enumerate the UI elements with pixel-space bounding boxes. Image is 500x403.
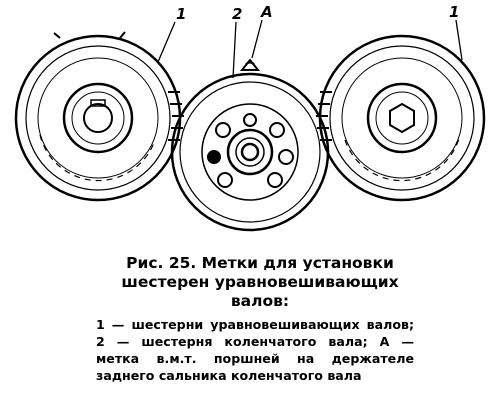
caption-legend: 1 — шестерни уравновешивающих валов; 2 — шестерня коленчатого вала; А — метка в.м.т. поршней на держателе заднего сальника коленчатого вала (96, 317, 414, 383)
leader-lines (158, 20, 462, 78)
right-balancer-gear (316, 36, 484, 200)
label-2: 2 (232, 5, 243, 23)
caption-title: Рис. 25. Метки для установки шестерен уравновешивающих валов: (121, 254, 399, 310)
left-balancer-gear (16, 32, 184, 200)
label-1-left: 1 (176, 5, 187, 23)
crankshaft-gear (172, 60, 328, 230)
label-1-right: 1 (449, 3, 460, 21)
label-A: А (261, 3, 273, 21)
